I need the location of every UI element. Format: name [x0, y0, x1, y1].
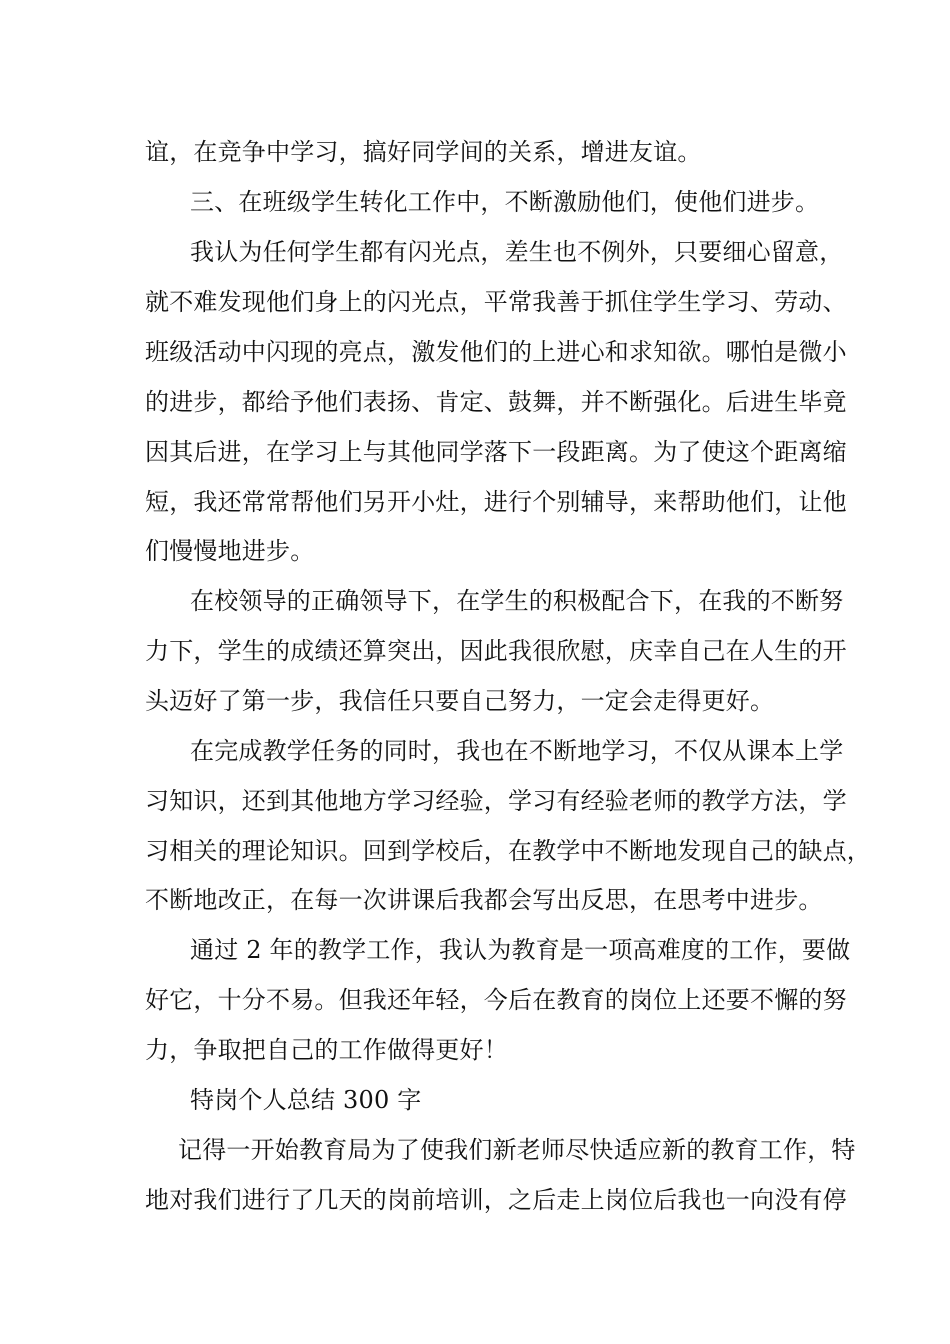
text-line: 因其后进，在学习上与其他同学落下一段距离。为了使这个距离缩 [145, 438, 847, 466]
text-line: 力，争取把自己的工作做得更好！ [145, 1036, 508, 1064]
text-line: 班级活动中闪现的亮点，激发他们的上进心和求知欲。哪怕是微小 [145, 338, 847, 366]
text-line: 们慢慢地进步。 [145, 537, 315, 565]
text-line: 谊，在竞争中学习，搞好同学间的关系，增进友谊。 [145, 138, 702, 166]
text-line: 记得一开始教育局为了使我们新老师尽快适应新的教育工作，特 [178, 1136, 856, 1164]
text-line: 习知识，还到其他地方学习经验，学习有经验老师的教学方法，学 [145, 787, 847, 815]
text-line: 的进步，都给予他们表扬、肯定、鼓舞，并不断强化。后进生毕竟 [145, 388, 847, 416]
text-line: 地对我们进行了几天的岗前培训，之后走上岗位后我也一向没有停 [145, 1186, 847, 1214]
text-line: 力下，学生的成绩还算突出，因此我很欣慰，庆幸自己在人生的开 [145, 637, 847, 665]
text-line: 在完成教学任务的同时，我也在不断地学习，不仅从课本上学 [190, 737, 844, 765]
text-line: 不断地改正，在每一次讲课后我都会写出反思，在思考中进步。 [145, 886, 823, 914]
section-heading: 三、在班级学生转化工作中，不断激励他们，使他们进步。 [190, 188, 820, 216]
text-line: 我认为任何学生都有闪光点，差生也不例外，只要细心留意， [190, 238, 844, 266]
text-line: 头迈好了第一步，我信任只要自己努力，一定会走得更好。 [145, 687, 775, 715]
text-line: 短，我还常常帮他们另开小灶，进行个别辅导，来帮助他们，让他 [145, 488, 847, 516]
text-line: 就不难发现他们身上的闪光点，平常我善于抓住学生学习、劳动、 [145, 288, 847, 316]
text-line: 在校领导的正确领导下，在学生的积极配合下，在我的不断努 [190, 587, 844, 615]
subsection-title: 特岗个人总结 300 字 [190, 1086, 422, 1114]
text-line: 好它，十分不易。但我还年轻，今后在教育的岗位上还要不懈的努 [145, 986, 847, 1014]
text-line: 通过 2 年的教学工作，我认为教育是一项高难度的工作，要做 [190, 936, 851, 964]
text-line: 习相关的理论知识。回到学校后，在教学中不断地发现自己的缺点， [145, 837, 871, 865]
